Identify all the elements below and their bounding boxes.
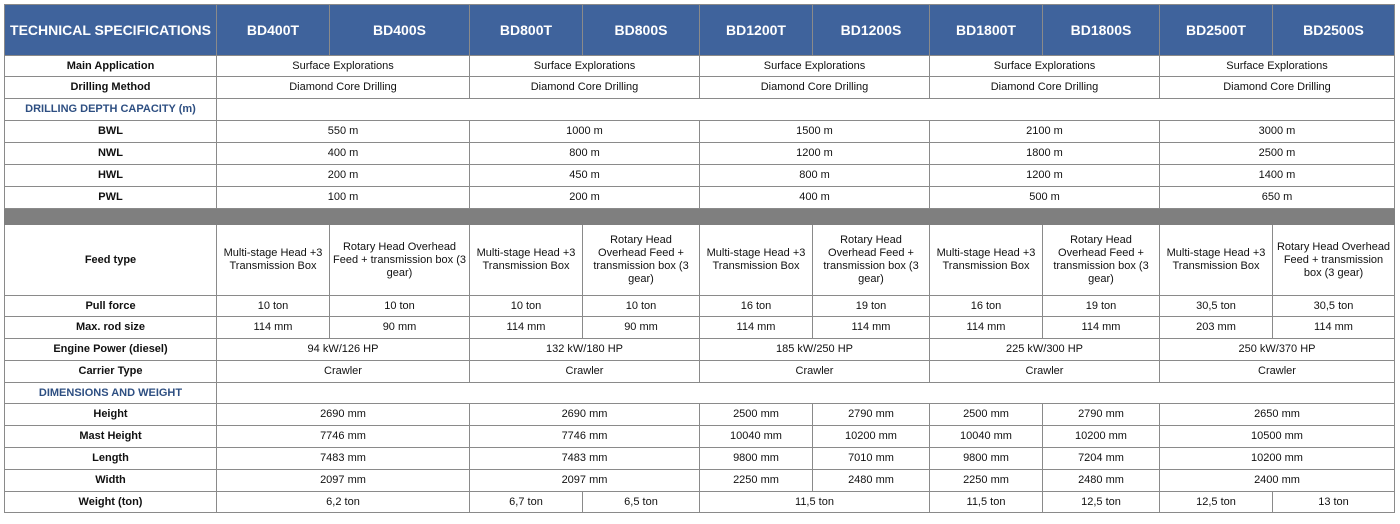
cell: 9800 mm — [700, 448, 813, 470]
cell: 132 kW/180 HP — [470, 339, 700, 361]
row-label: Drilling Method — [5, 77, 217, 99]
cell: 250 kW/370 HP — [1160, 339, 1395, 361]
length-row — [5, 448, 1395, 470]
cell: Rotary Head Overhead Feed + transmission box (3 gear) — [1043, 225, 1160, 296]
cell: 94 kW/126 HP — [217, 339, 470, 361]
cell: 100 m — [217, 187, 470, 209]
cell: 6,5 ton — [583, 492, 700, 513]
cell: Surface Explorations — [700, 56, 930, 77]
cell: Rotary Head Overhead Feed + transmission box (3 gear) — [1273, 225, 1395, 296]
cell: 114 mm — [1043, 317, 1160, 339]
row-label: BWL — [5, 121, 217, 143]
cell: 10200 mm — [1043, 426, 1160, 448]
height-row — [5, 404, 1395, 426]
cell: Crawler — [217, 361, 470, 383]
cell: 10200 mm — [813, 426, 930, 448]
cell: Rotary Head Overhead Feed + transmission box (3 gear) — [813, 225, 930, 296]
cell: 10040 mm — [700, 426, 813, 448]
main-application-row — [5, 56, 1395, 77]
cell: 114 mm — [470, 317, 583, 339]
cell: Diamond Core Drilling — [1160, 77, 1395, 99]
cell: 1000 m — [470, 121, 700, 143]
weight-row — [5, 492, 1395, 513]
cell: 114 mm — [930, 317, 1043, 339]
cell: 16 ton — [930, 296, 1043, 317]
cell: 225 kW/300 HP — [930, 339, 1160, 361]
cell: 2480 mm — [1043, 470, 1160, 492]
separator-row — [5, 209, 1395, 225]
cell: 90 mm — [330, 317, 470, 339]
row-label: Feed type — [5, 225, 217, 296]
row-label: Engine Power (diesel) — [5, 339, 217, 361]
cell: 7746 mm — [217, 426, 470, 448]
cell: 1400 m — [1160, 165, 1395, 187]
cell: 2500 mm — [700, 404, 813, 426]
row-label: NWL — [5, 143, 217, 165]
cell: 2500 m — [1160, 143, 1395, 165]
cell: 19 ton — [1043, 296, 1160, 317]
technical-specifications-table — [4, 4, 1395, 513]
cell: 2690 mm — [217, 404, 470, 426]
cell: 7483 mm — [217, 448, 470, 470]
nwl-row — [5, 143, 1395, 165]
model-header-bd1800t: BD1800T — [930, 5, 1043, 56]
cell: 10040 mm — [930, 426, 1043, 448]
model-header-bd2500t: BD2500T — [1160, 5, 1273, 56]
cell: Surface Explorations — [1160, 56, 1395, 77]
cell: 800 m — [470, 143, 700, 165]
cell: 114 mm — [813, 317, 930, 339]
row-label: HWL — [5, 165, 217, 187]
cell: Surface Explorations — [470, 56, 700, 77]
row-label: PWL — [5, 187, 217, 209]
cell: Rotary Head Overhead Feed + transmission box (3 gear) — [330, 225, 470, 296]
cell: 7204 mm — [1043, 448, 1160, 470]
cell: 7483 mm — [470, 448, 700, 470]
cell: 550 m — [217, 121, 470, 143]
cell: Crawler — [700, 361, 930, 383]
cell: 11,5 ton — [700, 492, 930, 513]
row-label: Carrier Type — [5, 361, 217, 383]
separator-bar — [5, 209, 1395, 225]
section-title-drilling-depth: DRILLING DEPTH CAPACITY (m) — [5, 99, 217, 121]
cell: 10 ton — [583, 296, 700, 317]
pwl-row — [5, 187, 1395, 209]
cell: 114 mm — [1273, 317, 1395, 339]
cell: 7010 mm — [813, 448, 930, 470]
cell: 10 ton — [470, 296, 583, 317]
cell: 200 m — [217, 165, 470, 187]
row-label: Mast Height — [5, 426, 217, 448]
cell: Multi-stage Head +3 Transmission Box — [470, 225, 583, 296]
model-header-bd1200s: BD1200S — [813, 5, 930, 56]
cell: Diamond Core Drilling — [930, 77, 1160, 99]
row-label: Height — [5, 404, 217, 426]
cell: 13 ton — [1273, 492, 1395, 513]
dimensions-section-row — [5, 383, 1395, 404]
cell: Crawler — [930, 361, 1160, 383]
cell: 2790 mm — [813, 404, 930, 426]
cell: 650 m — [1160, 187, 1395, 209]
cell: Diamond Core Drilling — [217, 77, 470, 99]
cell: 2097 mm — [470, 470, 700, 492]
cell: 3000 m — [1160, 121, 1395, 143]
cell: 10 ton — [217, 296, 330, 317]
cell: 400 m — [217, 143, 470, 165]
cell: 2250 mm — [930, 470, 1043, 492]
cell: 30,5 ton — [1160, 296, 1273, 317]
cell: 90 mm — [583, 317, 700, 339]
cell: 1800 m — [930, 143, 1160, 165]
cell: Surface Explorations — [930, 56, 1160, 77]
cell: Crawler — [1160, 361, 1395, 383]
hwl-row — [5, 165, 1395, 187]
model-header-bd400s: BD400S — [330, 5, 470, 56]
cell: 2480 mm — [813, 470, 930, 492]
feed-type-row — [5, 225, 1395, 296]
table-title: TECHNICAL SPECIFICATIONS — [5, 5, 217, 56]
cell: 10200 mm — [1160, 448, 1395, 470]
drilling-method-row — [5, 77, 1395, 99]
cell: 12,5 ton — [1043, 492, 1160, 513]
carrier-type-row — [5, 361, 1395, 383]
cell: Surface Explorations — [217, 56, 470, 77]
model-header-bd400t: BD400T — [217, 5, 330, 56]
row-label: Max. rod size — [5, 317, 217, 339]
row-label: Width — [5, 470, 217, 492]
cell: 450 m — [470, 165, 700, 187]
row-label: Pull force — [5, 296, 217, 317]
model-header-bd800s: BD800S — [583, 5, 700, 56]
cell: 2100 m — [930, 121, 1160, 143]
cell: 2690 mm — [470, 404, 700, 426]
cell: 6,7 ton — [470, 492, 583, 513]
engine-power-row — [5, 339, 1395, 361]
cell: 19 ton — [813, 296, 930, 317]
row-label: Weight (ton) — [5, 492, 217, 513]
cell: 114 mm — [700, 317, 813, 339]
cell: 2250 mm — [700, 470, 813, 492]
cell: 1200 m — [930, 165, 1160, 187]
cell: Multi-stage Head +3 Transmission Box — [930, 225, 1043, 296]
cell: 800 m — [700, 165, 930, 187]
cell: Rotary Head Overhead Feed + transmission box (3 gear) — [583, 225, 700, 296]
header-row — [5, 5, 1395, 56]
cell: 12,5 ton — [1160, 492, 1273, 513]
cell: Crawler — [470, 361, 700, 383]
cell: 16 ton — [700, 296, 813, 317]
cell: 203 mm — [1160, 317, 1273, 339]
cell: 6,2 ton — [217, 492, 470, 513]
cell: 500 m — [930, 187, 1160, 209]
model-header-bd800t: BD800T — [470, 5, 583, 56]
section-spacer — [217, 99, 1395, 121]
cell: 10500 mm — [1160, 426, 1395, 448]
cell: Diamond Core Drilling — [470, 77, 700, 99]
cell: 400 m — [700, 187, 930, 209]
max-rod-size-row — [5, 317, 1395, 339]
cell: 2400 mm — [1160, 470, 1395, 492]
model-header-bd1200t: BD1200T — [700, 5, 813, 56]
cell: 1500 m — [700, 121, 930, 143]
model-header-bd1800s: BD1800S — [1043, 5, 1160, 56]
cell: 185 kW/250 HP — [700, 339, 930, 361]
drilling-depth-section-row — [5, 99, 1395, 121]
cell: 1200 m — [700, 143, 930, 165]
bwl-row — [5, 121, 1395, 143]
cell: Diamond Core Drilling — [700, 77, 930, 99]
cell: 2500 mm — [930, 404, 1043, 426]
cell: 10 ton — [330, 296, 470, 317]
cell: 2097 mm — [217, 470, 470, 492]
row-label: Length — [5, 448, 217, 470]
cell: Multi-stage Head +3 Transmission Box — [1160, 225, 1273, 296]
cell: 9800 mm — [930, 448, 1043, 470]
pull-force-row — [5, 296, 1395, 317]
cell: 114 mm — [217, 317, 330, 339]
cell: 30,5 ton — [1273, 296, 1395, 317]
section-spacer — [217, 383, 1395, 404]
model-header-bd2500s: BD2500S — [1273, 5, 1395, 56]
cell: 2790 mm — [1043, 404, 1160, 426]
cell: Multi-stage Head +3 Transmission Box — [217, 225, 330, 296]
cell: 7746 mm — [470, 426, 700, 448]
width-row — [5, 470, 1395, 492]
section-title-dimensions: DIMENSIONS AND WEIGHT — [5, 383, 217, 404]
cell: Multi-stage Head +3 Transmission Box — [700, 225, 813, 296]
cell: 11,5 ton — [930, 492, 1043, 513]
cell: 2650 mm — [1160, 404, 1395, 426]
row-label: Main Application — [5, 56, 217, 77]
cell: 200 m — [470, 187, 700, 209]
mast-height-row — [5, 426, 1395, 448]
